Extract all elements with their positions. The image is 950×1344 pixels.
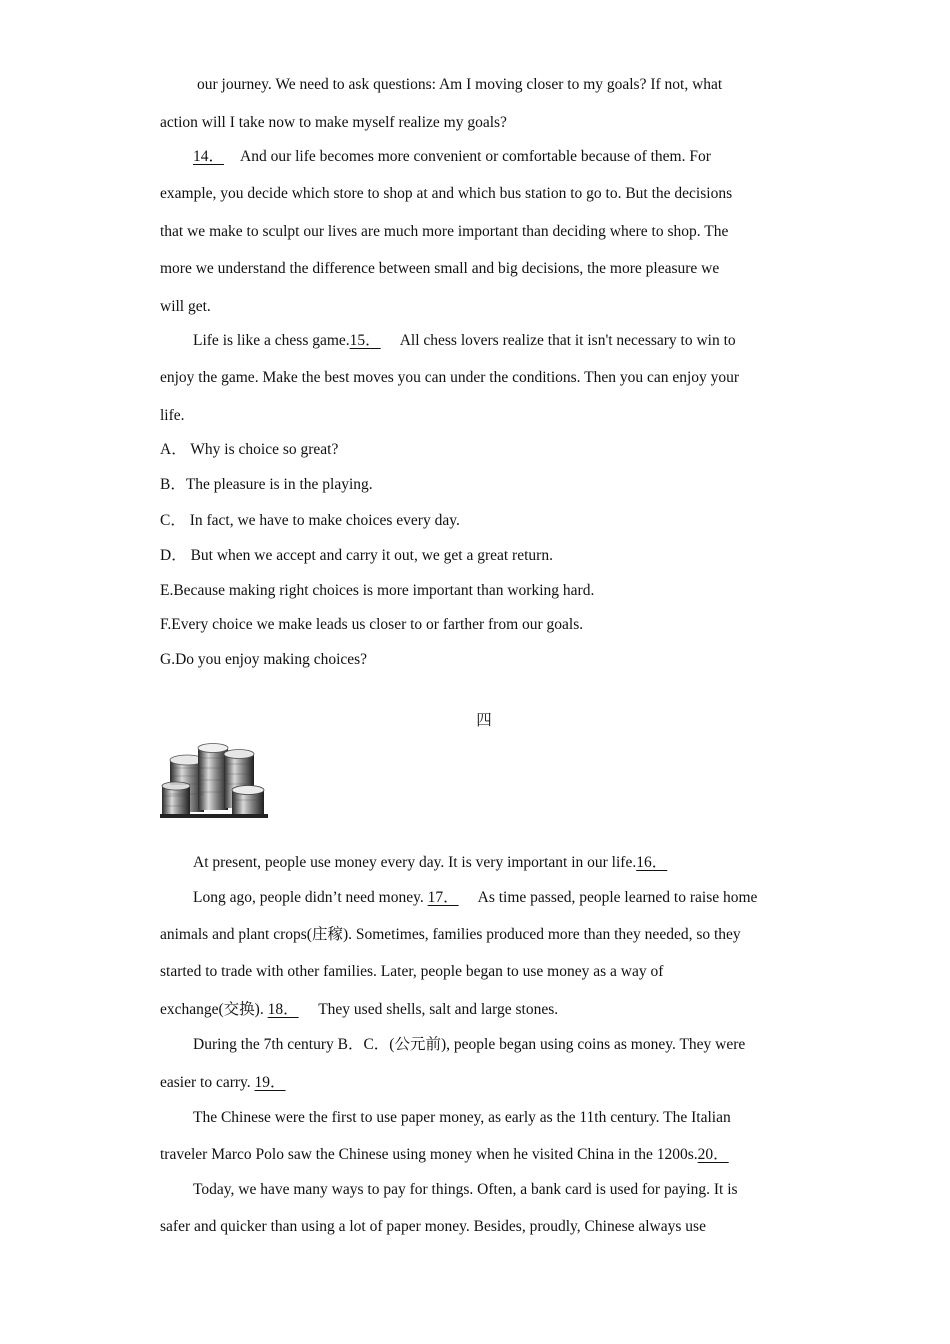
paragraph-line: safer and quicker than using a lot of paper money. Besides, proudly, Chinese always use [160, 1218, 706, 1235]
paragraph-line: action will I take now to make myself realize my goals? [160, 114, 507, 131]
paragraph-text: exchange(交换). [160, 1001, 268, 1018]
option-c: C． In fact, we have to make choices every day. [160, 512, 460, 529]
paragraph-text: easier to carry. [160, 1074, 255, 1091]
option-d: D． But when we accept and carry it out, we get a great return. [160, 547, 553, 564]
paragraph-line: enjoy the game. Make the best moves you can under the conditions. Then you can enjoy your [160, 369, 740, 386]
paragraph-text: At present, people use money every day. It is very important in our life. [193, 854, 637, 871]
blank-18: 18． [267, 1001, 299, 1018]
paragraph-line: example, you decide which store to shop at and which bus station to go to. But the decisions [160, 185, 733, 202]
paragraph-line: will get. [160, 298, 211, 315]
paragraph-text: All chess lovers realize that it isn't necessary to win to [396, 332, 736, 349]
paragraph-18-line [160, 1000, 558, 1020]
blank-14: 14． [193, 148, 225, 165]
paragraph-line: Today, we have many ways to pay for things. Often, a bank card is used for paying. It is [193, 1181, 738, 1198]
paragraph-text: traveler Marco Polo saw the Chinese using money when he visited China in the 1200s. [160, 1146, 698, 1163]
paragraph-line: that we make to sculpt our lives are much more important than deciding where to shop. The [160, 223, 729, 240]
paragraph-text: As time passed, people learned to raise home [474, 889, 758, 906]
paragraph-line: started to trade with other families. Later, people began to use money as a way of [160, 963, 664, 980]
paragraph-line: The Chinese were the first to use paper money, as early as the 11th century. The Italian [193, 1109, 731, 1126]
coin-stack [162, 782, 190, 816]
coin-stack [198, 744, 228, 811]
paragraph-20-line [160, 1145, 745, 1165]
paragraph-line: animals and plant crops(庄稼). Sometimes, families produced more than they needed, so they [160, 926, 741, 943]
paragraph-text: Long ago, people didn’t need money. [193, 889, 428, 906]
section-heading: 四 [476, 712, 492, 729]
paragraph-text: And our life becomes more convenient or comfortable because of them. For [240, 148, 711, 165]
paragraph-line: During the 7th century B．C．(公元前), people began using coins as money. They were [193, 1036, 746, 1053]
option-e: E.Because making right choices is more important than working hard. [160, 582, 595, 599]
paragraph-line: more we understand the difference between small and big decisions, the more pleasure we [160, 260, 720, 277]
option-a: A． Why is choice so great? [160, 441, 339, 458]
paragraph-line: our journey. We need to ask questions: Am I moving closer to my goals? If not, what [197, 76, 723, 93]
paragraph-17-line [193, 888, 757, 908]
paragraph-text: They used shells, salt and large stones. [314, 1001, 559, 1018]
blank-20: 20． [697, 1146, 729, 1163]
coins-image [160, 740, 268, 818]
option-b: B．The pleasure is in the playing. [160, 476, 373, 493]
paragraph-15-line [193, 331, 736, 351]
blank-19: 19． [254, 1074, 286, 1091]
paragraph-text: Life is like a chess game. [193, 332, 350, 349]
blank-16: 16． [636, 854, 668, 871]
option-f: F.Every choice we make leads us closer to or farther from our goals. [160, 616, 584, 633]
paragraph-line: life. [160, 407, 185, 424]
paragraph-14-line [193, 147, 711, 167]
paragraph-16-line [193, 853, 683, 873]
option-g: G.Do you enjoy making choices? [160, 651, 368, 668]
blank-17: 17． [427, 889, 459, 906]
blank-15: 15． [349, 332, 381, 349]
paragraph-19-line [160, 1073, 302, 1093]
